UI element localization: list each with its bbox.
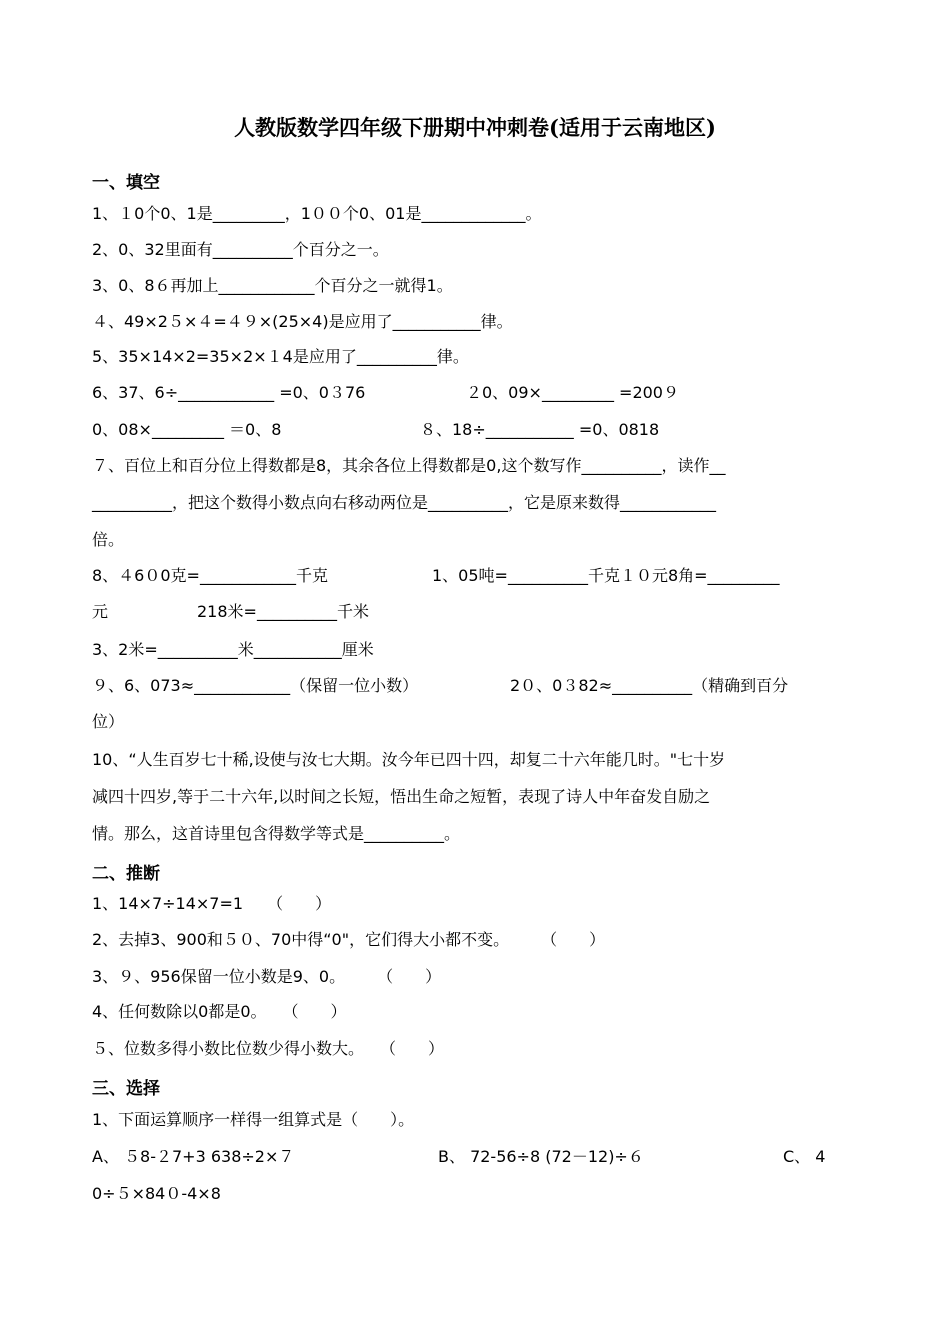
fill-q6-part3: 0、08×_________ ＝0、8 <box>92 420 282 439</box>
page-title: 人教版数学四年级下册期中冲刺卷(适用于云南地区) <box>234 115 716 140</box>
fill-q3: 3、0、8６再加上____________个百分之一就得1。 <box>92 276 453 295</box>
fill-q4: ４、49×2５×４=４９×(25×4)是应用了___________律。 <box>92 312 513 331</box>
fill-q7-line1: ７、百位上和百分位上得数都是8，其余各位上得数都是0,这个数写作__________，读作__ <box>92 456 726 475</box>
section-judge-heading: 二、推断 <box>92 864 160 884</box>
choice-q1-option-c: C、 4 <box>783 1147 826 1166</box>
fill-q8-part4: 218米=__________千米 <box>197 602 369 621</box>
fill-q6-part4: ８、18÷___________ =0、0818 <box>420 420 660 439</box>
fill-q6-part1: 6、37、6÷____________ =0、0３76 <box>92 383 366 402</box>
choice-q1-option-a: A、 ５8-２7+3 638÷2×７ <box>92 1147 295 1166</box>
fill-q8-part1: 8、４6０0克=____________千克 <box>92 566 328 585</box>
fill-q10-line1: 10、“人生百岁七十稀,设使与汝七大期。汝今年已四十四，却复二十六年能几时。"七十岁 <box>92 750 726 769</box>
judge-q5: ５、位数多得小数比位数少得小数大。 （ ） <box>92 1039 445 1058</box>
fill-q8-part2: 1、05吨=__________千克１０元8角=_________ <box>432 566 780 585</box>
fill-q10-line3: 情。那么，这首诗里包含得数学等式是__________。 <box>92 824 461 843</box>
fill-q9-part1: ９、6、073≈____________（保留一位小数） <box>92 676 419 695</box>
fill-q1: 1、１0个0、1是_________，1００个0、01是_____________。 <box>92 204 542 223</box>
judge-q2: 2、去掉3、900和５０、70中得“0"，它们得大小都不变。 （ ） <box>92 930 606 949</box>
fill-q7-line3: 倍。 <box>92 530 125 549</box>
judge-q1: 1、14×7÷14×7=1 （ ） <box>92 894 332 913</box>
fill-q10-line2: 减四十四岁,等于二十六年,以时间之长短，悟出生命之短暂，表现了诗人中年奋发自励之 <box>92 787 711 806</box>
fill-q7-line2: __________，把这个数得小数点向右移动两位是__________，它是原来数得____________ <box>92 493 717 512</box>
choice-q1: 1、下面运算顺序一样得一组算式是（ ）。 <box>92 1110 415 1129</box>
judge-q4: 4、任何数除以0都是0。 （ ） <box>92 1002 347 1021</box>
fill-q8-part5: 3、2米=__________米___________厘米 <box>92 640 374 659</box>
fill-q6-part2: ２0、09×_________ =200９ <box>466 383 679 402</box>
fill-q8-part3: 元 <box>92 602 109 621</box>
section-choice-heading: 三、选择 <box>92 1079 160 1099</box>
fill-q2: 2、0、32里面有__________个百分之一。 <box>92 240 389 259</box>
choice-q1-option-c-cont: 0÷５×84０-4×8 <box>92 1184 221 1203</box>
fill-q9-part2: 2０、0３82≈__________（精确到百分 <box>510 676 789 695</box>
judge-q3: 3、９、956保留一位小数是9、0。 （ ） <box>92 967 442 986</box>
section-fill-heading: 一、填空 <box>92 173 160 193</box>
fill-q9-part3: 位） <box>92 712 125 731</box>
choice-q1-option-b: B、 72-56÷8 (72－12)÷６ <box>438 1147 644 1166</box>
fill-q5: 5、35×14×2=35×2×１4是应用了__________律。 <box>92 347 469 366</box>
